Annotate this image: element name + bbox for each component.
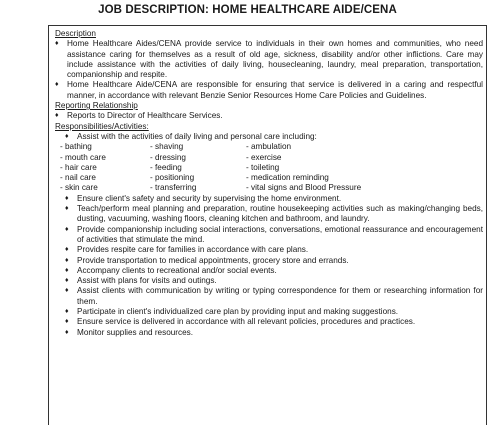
list-item-text: Reports to Director of Healthcare Services. [67, 111, 223, 121]
list-item-text: Monitor supplies and resources. [77, 327, 194, 337]
care-activity-item: - nail care [60, 173, 96, 183]
care-activity-item: - medication reminding [246, 173, 329, 183]
care-activity-item: - bathing [60, 142, 92, 152]
diamond-bullet-icon: ♦ [65, 256, 69, 264]
care-activity-item: - feeding [150, 162, 182, 172]
list-item [55, 317, 483, 327]
care-activity-item: - mouth care [60, 152, 106, 162]
care-activity-item: - dressing [150, 152, 186, 162]
responsibilities-list [55, 194, 483, 338]
care-activity-item: - exercise [246, 152, 282, 162]
list-item [55, 307, 483, 317]
care-activity-item: - shaving [150, 142, 184, 152]
job-description-body [55, 29, 483, 338]
list-item [55, 328, 483, 338]
diamond-bullet-icon: ♦ [65, 132, 69, 140]
list-item-text: Provide transportation to medical appointments, grocery store and errands. [77, 255, 349, 265]
diamond-bullet-icon: ♦ [65, 287, 69, 295]
list-item [55, 132, 483, 142]
diamond-bullet-icon: ♦ [65, 328, 69, 336]
diamond-bullet-icon: ♦ [65, 246, 69, 254]
list-item [55, 111, 483, 121]
reporting-list [55, 111, 483, 121]
care-activity-item: - toileting [246, 162, 280, 172]
list-item-text: Participate in client's individualized care plan by providing input and making suggestions. [77, 307, 399, 317]
list-item-text: Teach/perform meal planning and preparation, routine housekeeping activities such as making/changing beds, dusting, vacuuming, washing floors, cleaning kitchen and bathroom, and laundry. [77, 204, 483, 224]
care-activity-item: - vital signs and Blood Pressure [246, 183, 362, 193]
section-heading-description: Description [55, 29, 96, 38]
list-item-text: Provides respite care for families in accordance with care plans. [77, 245, 309, 255]
diamond-bullet-icon: ♦ [65, 266, 69, 274]
care-activity-item: - transferring [150, 183, 197, 193]
list-item-text: Assist with the activities of daily living and personal care including: [77, 131, 317, 141]
diamond-bullet-icon: ♦ [55, 112, 59, 120]
section-heading-reporting: Reporting Relationship [55, 101, 138, 111]
list-item [55, 204, 483, 225]
diamond-bullet-icon: ♦ [65, 277, 69, 285]
list-item [55, 256, 483, 266]
list-item-text: Ensure service is delivered in accordance with all relevant policies, procedures and practices. [77, 317, 416, 327]
diamond-bullet-icon: ♦ [65, 194, 69, 202]
list-item [55, 266, 483, 276]
description-list [55, 39, 483, 101]
diamond-bullet-icon: ♦ [55, 81, 59, 89]
list-item [55, 194, 483, 204]
list-item [55, 225, 483, 246]
list-item-text: Home Healthcare Aides/CENA provide service to individuals in their own homes and communities, who need assistance caring for themselves as a result of old age, sickness, disability and/or other inflictions. Care may include assistance with the activities of daily living, housecleaning, laundry, meal preparation, transportation, companionship and respite. [67, 39, 483, 80]
care-activity-item: - hair care [60, 162, 97, 172]
page-title: JOB DESCRIPTION: HOME HEALTHCARE AIDE/CENA [98, 4, 397, 16]
list-item-text: Accompany clients to recreational and/or social events. [77, 265, 277, 275]
list-item-text: Home Healthcare Aide/CENA are responsible for ensuring that service is delivered in a caring and respectful manner, in accordance with relevant Benzie Senior Resources Home Care Policies and Guidelines. [67, 80, 483, 100]
list-item [55, 276, 483, 286]
diamond-bullet-icon: ♦ [55, 40, 59, 48]
diamond-bullet-icon: ♦ [65, 318, 69, 326]
list-item-text: Provide companionship including social interactions, conversations, emotional reassurance and encouragement of activities that stimulate the mind. [77, 224, 483, 244]
section-heading-responsibilities: Responsibilities/Activities: [55, 121, 149, 131]
list-item-text: Assist with plans for visits and outings. [77, 276, 217, 286]
list-item [55, 39, 483, 80]
list-item [55, 80, 483, 101]
diamond-bullet-icon: ♦ [65, 225, 69, 233]
list-item-text: Ensure client's safety and security by supervising the home environment. [77, 193, 342, 203]
list-item [55, 245, 483, 255]
care-activity-item: - skin care [60, 183, 98, 193]
diamond-bullet-icon: ♦ [65, 205, 69, 213]
list-item [55, 286, 483, 307]
care-activity-item: - ambulation [246, 142, 292, 152]
list-item-text: Assist clients with communication by writing or typing correspondence for them or researching information for them. [77, 286, 483, 306]
care-activity-item: - positioning [150, 173, 195, 183]
diamond-bullet-icon: ♦ [65, 308, 69, 316]
care-activities-grid [55, 142, 483, 193]
